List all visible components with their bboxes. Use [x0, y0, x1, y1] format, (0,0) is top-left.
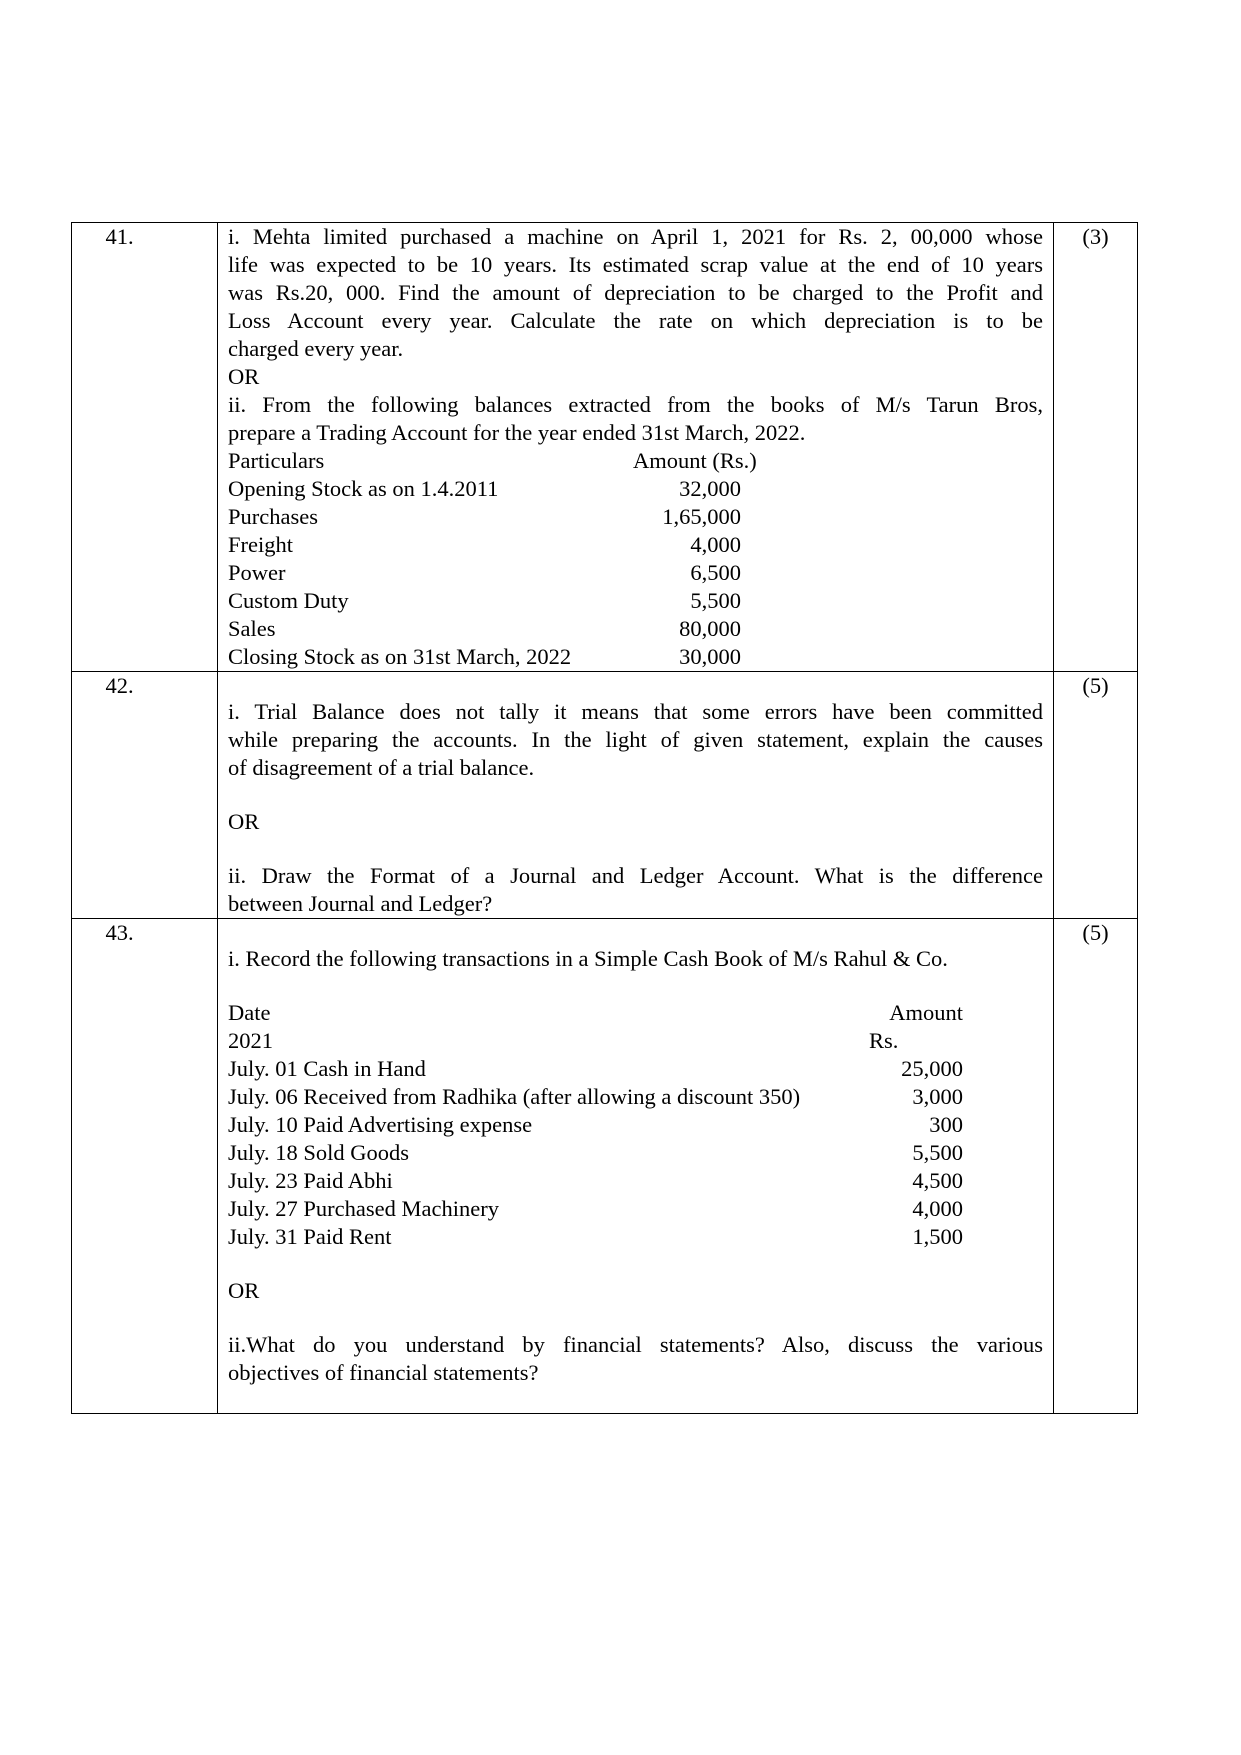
date-header: Date	[228, 1000, 271, 1025]
question-row-41	[72, 223, 1138, 672]
question-number: 43.	[72, 919, 218, 1414]
q43-text-line: ii.What do you understand by financial statements? Also, discuss the various	[228, 1332, 1043, 1357]
balance-label: Power	[228, 560, 286, 585]
q41-text-line: prepare a Trading Account for the year ended 31st March, 2022.	[228, 420, 806, 445]
or-label: OR	[228, 809, 260, 834]
balance-label: Sales	[228, 616, 276, 641]
balance-row	[228, 615, 1043, 643]
balance-row	[228, 643, 1043, 671]
cashbook-subheader	[228, 1027, 1043, 1055]
balance-amount: 32,000	[679, 476, 741, 501]
amount-header: Amount	[889, 1000, 963, 1025]
question-row-43	[72, 919, 1138, 1414]
transaction-row	[228, 1195, 1043, 1223]
year-label: 2021	[228, 1028, 273, 1053]
balance-amount: 80,000	[679, 616, 741, 641]
transaction-label: July. 31 Paid Rent	[228, 1224, 392, 1249]
balance-label: Purchases	[228, 504, 318, 529]
balance-row	[228, 587, 1043, 615]
transaction-label: July. 10 Paid Advertising expense	[228, 1112, 533, 1137]
transaction-amount: 4,500	[912, 1168, 963, 1193]
balance-row	[228, 503, 1043, 531]
transaction-row	[228, 1223, 1043, 1251]
transaction-amount: 3,000	[912, 1084, 963, 1109]
cashbook-header	[228, 999, 1043, 1027]
transaction-amount: 300	[929, 1112, 963, 1137]
transaction-amount: 25,000	[901, 1056, 963, 1081]
transaction-row	[228, 1083, 1043, 1111]
currency-label: Rs.	[869, 1028, 899, 1053]
transaction-label: July. 06 Received from Radhika (after allowing a discount 350)	[228, 1084, 801, 1109]
transaction-label: July. 01 Cash in Hand	[228, 1056, 426, 1081]
question-marks: (3)	[1054, 223, 1138, 672]
transaction-row	[228, 1055, 1043, 1083]
question-row-42	[72, 672, 1138, 919]
q41-text-line: life was expected to be 10 years. Its estimated scrap value at the end of 10 years	[228, 252, 1043, 277]
transaction-amount: 4,000	[912, 1196, 963, 1221]
transaction-label: July. 27 Purchased Machinery	[228, 1196, 499, 1221]
amount-header: Amount (Rs.)	[633, 448, 757, 473]
q41-text-line: charged every year.	[228, 336, 404, 361]
or-label: OR	[228, 364, 260, 389]
q41-text-line: Loss Account every year. Calculate the rate on which depreciation is to be	[228, 308, 1043, 333]
q42-text-line: i. Trial Balance does not tally it means that some errors have been committed	[228, 699, 1043, 724]
balance-label: Opening Stock as on 1.4.2011	[228, 476, 499, 501]
q43-text-line: i. Record the following transactions in a Simple Cash Book of M/s Rahul & Co.	[228, 946, 948, 971]
balance-row	[228, 559, 1043, 587]
transaction-amount: 1,500	[912, 1224, 963, 1249]
question-body	[218, 672, 1054, 919]
or-label: OR	[228, 1278, 260, 1303]
balance-amount: 5,500	[690, 588, 741, 613]
question-marks: (5)	[1054, 672, 1138, 919]
balance-label: Freight	[228, 532, 293, 557]
transaction-row	[228, 1167, 1043, 1195]
particulars-header: Particulars	[228, 448, 325, 473]
balance-amount: 4,000	[690, 532, 741, 557]
q41-text-line: was Rs.20, 000. Find the amount of depreciation to be charged to the Profit and	[228, 280, 1043, 305]
q42-text-line: ii. Draw the Format of a Journal and Ledger Account. What is the difference	[228, 863, 1043, 888]
balance-label: Closing Stock as on 31st March, 2022	[228, 644, 572, 669]
transaction-amount: 5,500	[912, 1140, 963, 1165]
transaction-label: July. 23 Paid Abhi	[228, 1168, 393, 1193]
question-table	[71, 222, 1138, 1414]
balance-amount: 1,65,000	[662, 504, 741, 529]
question-body	[218, 223, 1054, 672]
q42-text-line: of disagreement of a trial balance.	[228, 755, 535, 780]
balance-row	[228, 531, 1043, 559]
transaction-row	[228, 1139, 1043, 1167]
q43-text-line: objectives of financial statements?	[228, 1360, 539, 1385]
balance-row	[228, 475, 1043, 503]
q41-text-line: ii. From the following balances extracted from the books of M/s Tarun Bros,	[228, 392, 1043, 417]
transaction-row	[228, 1111, 1043, 1139]
q41-text-line: i. Mehta limited purchased a machine on April 1, 2021 for Rs. 2, 00,000 whose	[228, 224, 1043, 249]
q42-text-line: while preparing the accounts. In the light of given statement, explain the causes	[228, 727, 1043, 752]
transaction-label: July. 18 Sold Goods	[228, 1140, 410, 1165]
q42-text-line: between Journal and Ledger?	[228, 891, 493, 916]
balances-header	[228, 447, 1043, 475]
balance-amount: 30,000	[679, 644, 741, 669]
balance-label: Custom Duty	[228, 588, 349, 613]
question-number: 42.	[72, 672, 218, 919]
question-body	[218, 919, 1054, 1414]
question-marks: (5)	[1054, 919, 1138, 1414]
question-number: 41.	[72, 223, 218, 672]
balance-amount: 6,500	[690, 560, 741, 585]
